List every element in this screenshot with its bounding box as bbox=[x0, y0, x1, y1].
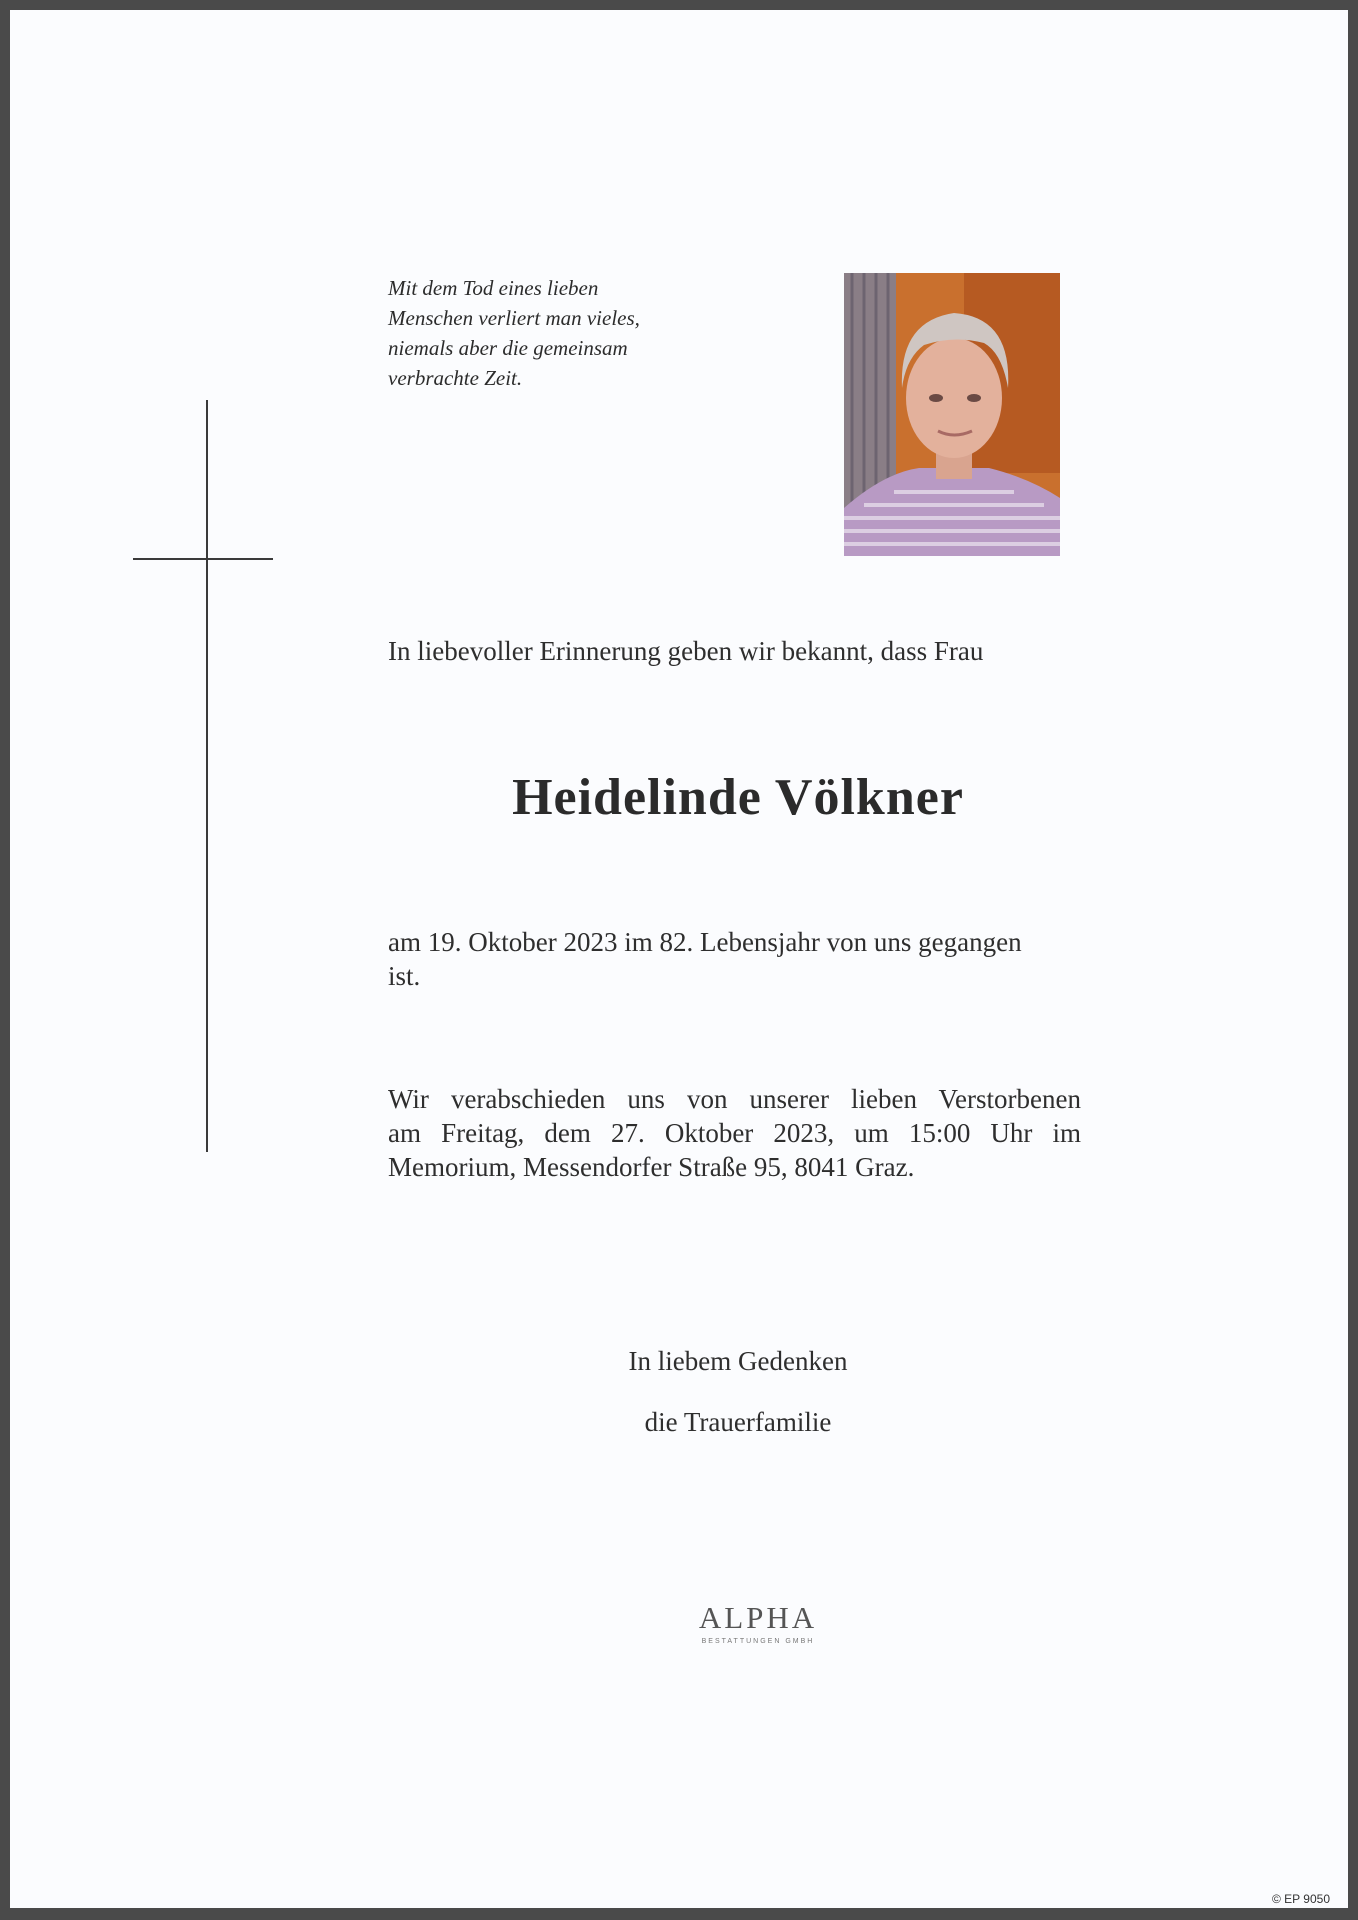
farewell-line: Memorium, Messendorfer Straße 95, 8041 Graz. bbox=[388, 1152, 915, 1182]
death-line: am 19. Oktober 2023 im 82. Lebensjahr von uns gegangen bbox=[388, 927, 1022, 957]
farewell-line: am Freitag, dem 27. Oktober 2023, um 15:00 Uhr im bbox=[388, 1118, 1081, 1148]
copyright-note: © EP 9050 bbox=[1272, 1892, 1330, 1906]
farewell-details bbox=[388, 1082, 1081, 1184]
death-notice bbox=[388, 925, 1088, 993]
logo-subtitle: BESTATTUNGEN GMBH bbox=[701, 1638, 815, 1645]
logo-name: ALPHA bbox=[698, 1600, 818, 1635]
deceased-name: Heidelinde Völkner bbox=[512, 769, 964, 826]
memorial-quote bbox=[388, 273, 708, 393]
closing-line: In liebem Gedenken bbox=[628, 1346, 848, 1376]
quote-line: Mit dem Tod eines lieben bbox=[388, 276, 599, 300]
quote-line: Menschen verliert man vieles, bbox=[388, 306, 640, 330]
farewell-line: Wir verabschieden uns von unserer lieben Verstorbenen bbox=[388, 1084, 1081, 1114]
death-line: ist. bbox=[388, 961, 421, 991]
funeral-home-logo bbox=[688, 1600, 828, 1645]
cross-horizontal-bar bbox=[133, 558, 273, 560]
portrait-photo bbox=[844, 273, 1060, 556]
quote-line: verbrachte Zeit. bbox=[388, 366, 523, 390]
quote-line: niemals aber die gemeinsam bbox=[388, 336, 628, 360]
signature-family: die Trauerfamilie bbox=[644, 1407, 832, 1437]
closing-block bbox=[388, 1346, 1088, 1438]
obituary-page bbox=[10, 10, 1348, 1908]
cross-vertical-bar bbox=[206, 400, 208, 1152]
intro-text: In liebevoller Erinnerung geben wir bekannt, dass Frau bbox=[388, 636, 984, 666]
